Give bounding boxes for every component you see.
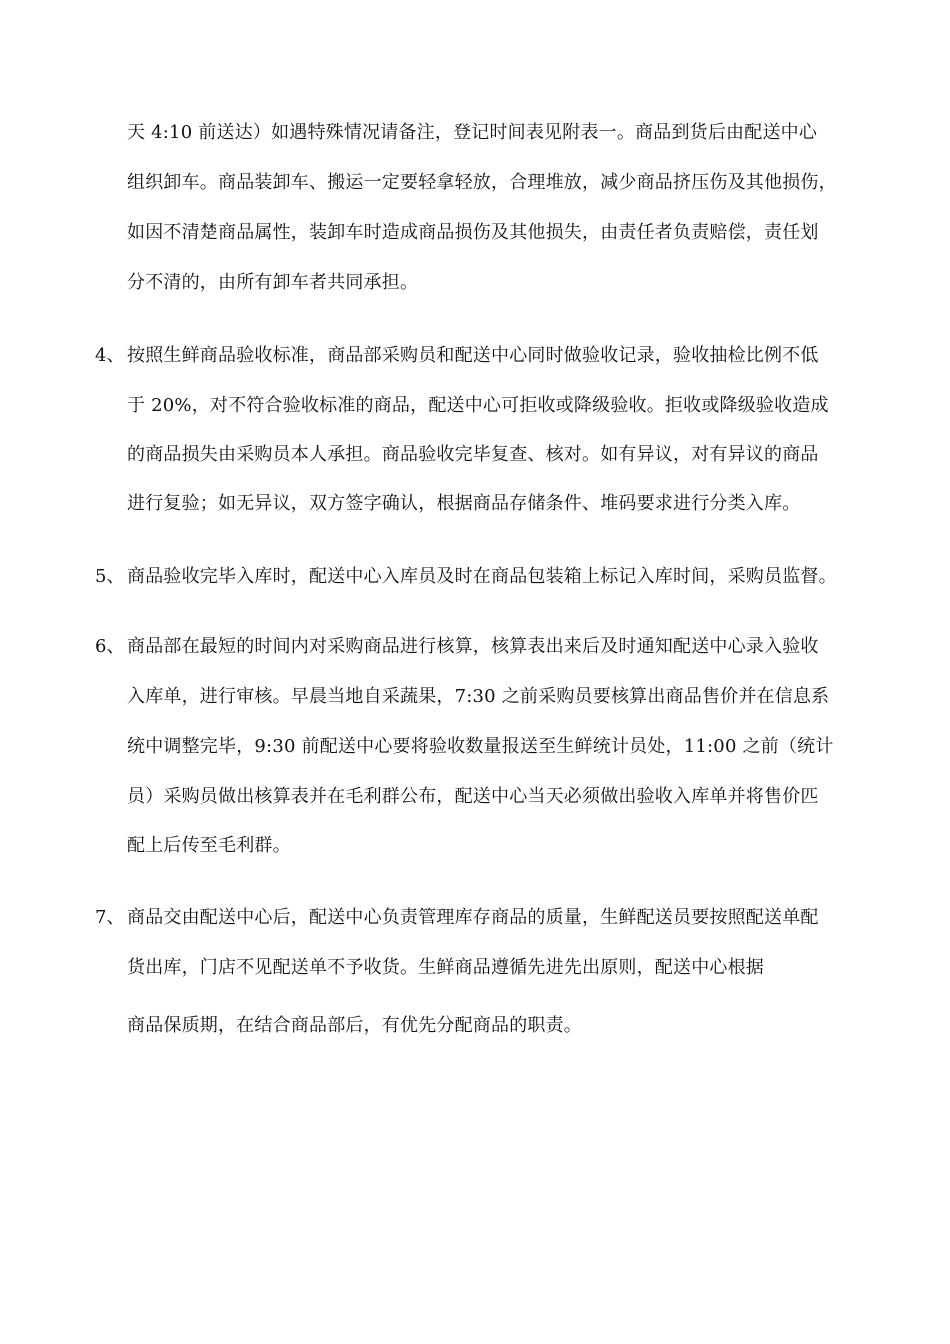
paragraph-line: 商品部在最短的时间内对采购商品进行核算，核算表出来后及时通知配送中心录入验收 xyxy=(127,636,819,657)
item-number: 5、 xyxy=(95,566,125,587)
paragraph-line: 于 20%，对不符合验收标准的商品，配送中心可拒收或降级验收。拒收或降级验收造成 xyxy=(127,395,829,416)
paragraph-line: 货出库，门店不见配送单不予收货。生鲜商品遵循先进先出原则，配送中心根据 xyxy=(127,957,764,978)
paragraph-line: 商品交由配送中心后，配送中心负责管理库存商品的质量，生鲜配送员要按照配送单配 xyxy=(127,907,819,928)
paragraph-line: 天 4:10 前送达）如遇特殊情况请备注，登记时间表见附表一。商品到货后由配送中心 xyxy=(127,122,818,143)
item-number: 4、 xyxy=(95,345,125,366)
paragraph-line: 统中调整完毕，9:30 前配送中心要将验收数量报送至生鲜统计员处，11:00 之前（统计 xyxy=(127,736,834,757)
paragraph-line: 配上后传至毛利群。 xyxy=(127,835,291,856)
item-number: 6、 xyxy=(95,636,125,657)
paragraph-line: 员）采购员做出核算表并在毛利群公布，配送中心当天必须做出验收入库单并将售价匹 xyxy=(127,786,819,807)
paragraph-line: 分不清的，由所有卸车者共同承担。 xyxy=(127,272,419,293)
paragraph-line: 组织卸车。商品装卸车、搬运一定要轻拿轻放，合理堆放，减少商品挤压伤及其他损伤， xyxy=(127,172,837,193)
paragraph-line: 的商品损失由采购员本人承担。商品验收完毕复查、核对。如有异议，对有异议的商品 xyxy=(127,444,819,465)
paragraph-line: 商品验收完毕入库时，配送中心入库员及时在商品包装箱上标记入库时间，采购员监督。 xyxy=(127,566,837,587)
paragraph-line: 入库单，进行审核。早晨当地自采蔬果，7:30 之前采购员要核算出商品售价并在信息系 xyxy=(127,686,830,707)
item-number: 7、 xyxy=(95,907,125,928)
paragraph-line: 按照生鲜商品验收标准，商品部采购员和配送中心同时做验收记录，验收抽检比例不低 xyxy=(127,345,819,366)
paragraph-line: 进行复验；如无异议，双方签字确认，根据商品存储条件、堆码要求进行分类入库。 xyxy=(127,493,801,514)
paragraph-line: 如因不清楚商品属性，装卸车时造成商品损伤及其他损失，由责任者负责赔偿，责任划 xyxy=(127,222,819,243)
paragraph-line: 商品保质期，在结合商品部后，有优先分配商品的职责。 xyxy=(127,1015,582,1036)
